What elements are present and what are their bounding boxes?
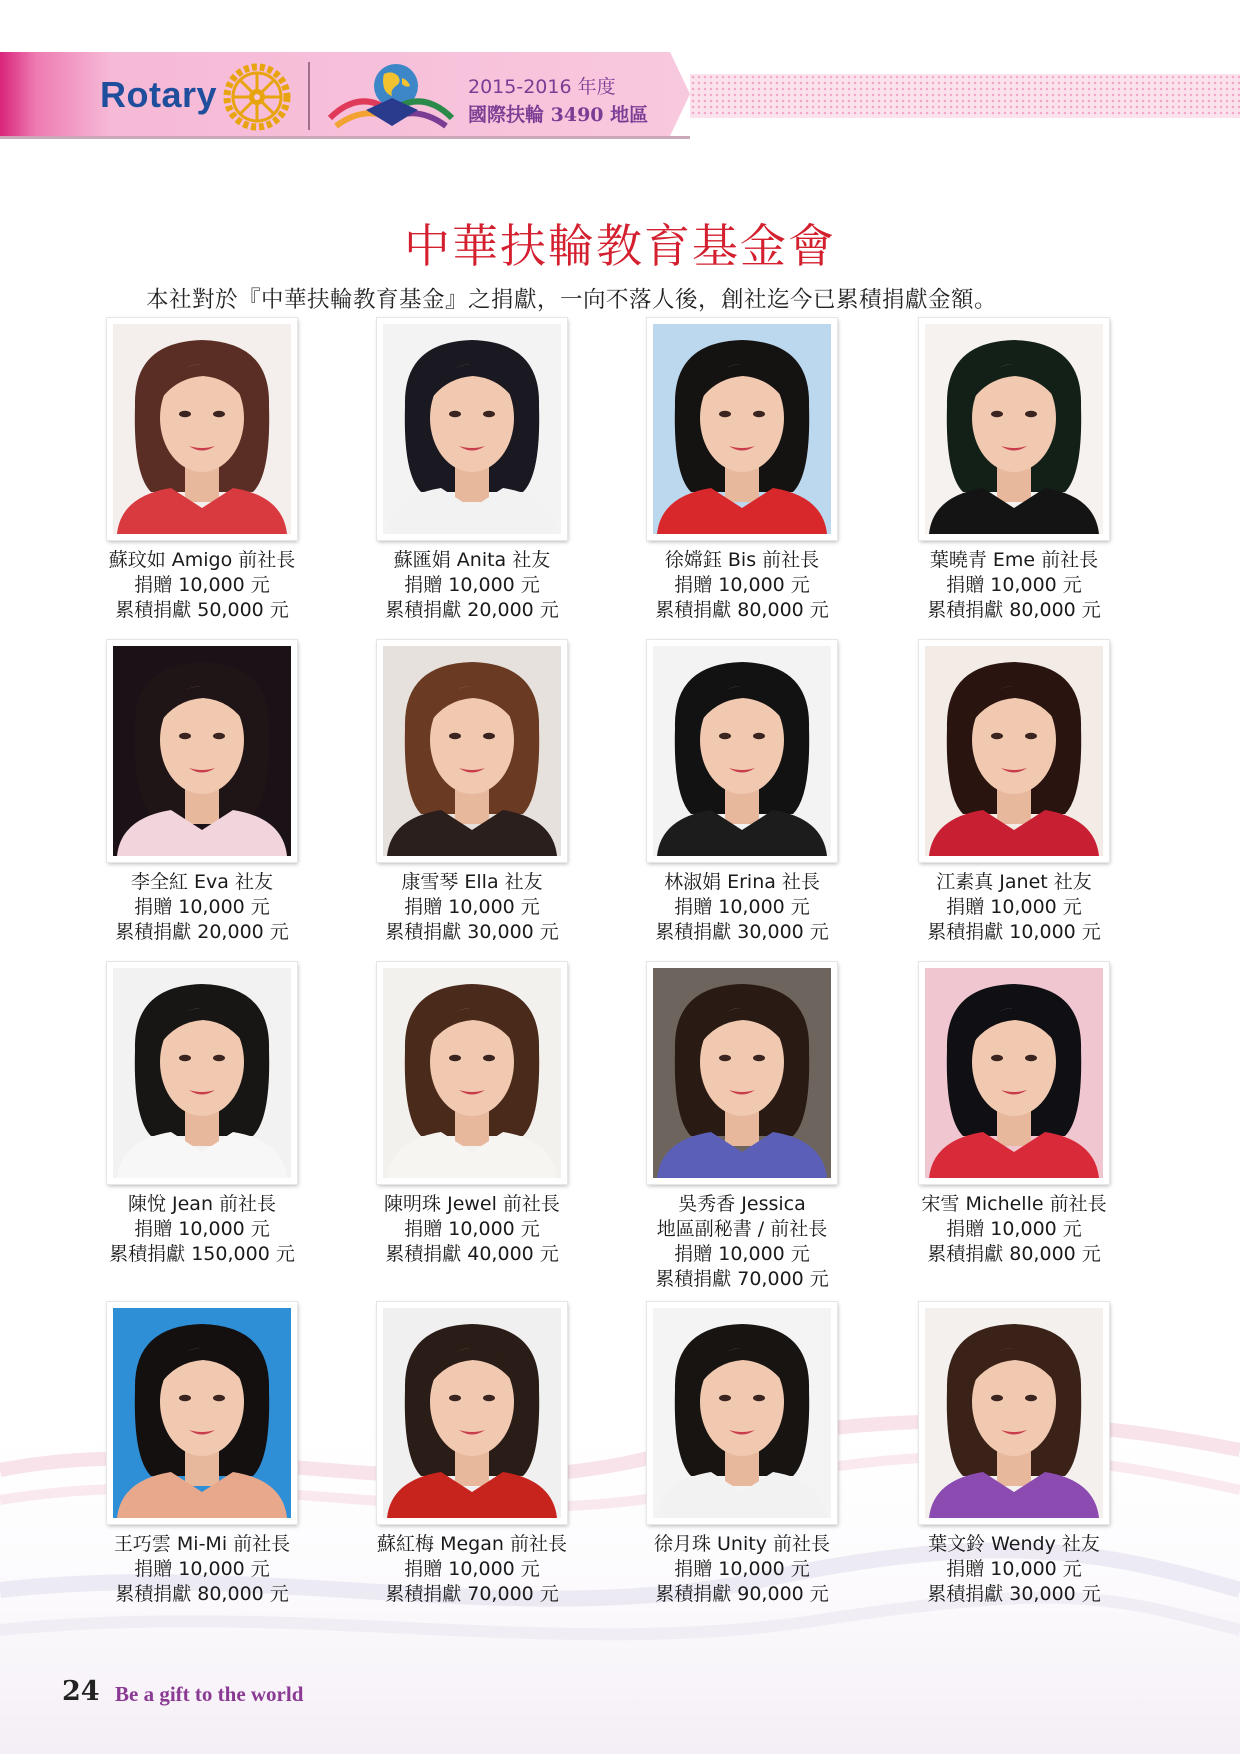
portrait-eye-right	[483, 1055, 495, 1061]
portrait-eye-right	[213, 1395, 225, 1401]
member-photo	[919, 1302, 1109, 1524]
footer-tagline: Be a gift to the world	[115, 1682, 304, 1706]
portrait-eye-right	[1025, 1055, 1037, 1061]
portrait-eye-right	[213, 411, 225, 417]
portrait-eye-left	[991, 733, 1003, 739]
portrait-illustration	[383, 324, 561, 534]
member-donation-line: 累積捐獻 70,000 元	[655, 1268, 829, 1290]
page-number: 24	[62, 1676, 100, 1707]
portrait-eye-left	[449, 411, 461, 417]
portrait-eye-left	[179, 733, 191, 739]
portrait-illustration	[113, 968, 291, 1178]
member-donation-line: 捐贈 10,000 元	[946, 896, 1082, 918]
portrait-eye-left	[991, 1055, 1003, 1061]
portrait-eye-left	[991, 411, 1003, 417]
member-photo	[919, 962, 1109, 1184]
portrait-eye-left	[449, 733, 461, 739]
member-donation-line: 捐贈 10,000 元	[134, 1558, 270, 1580]
portrait-eye-left	[449, 1395, 461, 1401]
portrait-eye-right	[753, 1055, 765, 1061]
member-donation-line: 累積捐獻 30,000 元	[927, 1583, 1101, 1605]
portrait-illustration	[653, 968, 831, 1178]
member-caption	[336, 1192, 608, 1267]
header-underline	[0, 136, 690, 139]
page-header	[0, 52, 1240, 140]
portrait-eye-right	[753, 733, 765, 739]
member-donation-line: 捐贈 10,000 元	[404, 1558, 540, 1580]
member-name: 蘇匯娟 Anita 社友	[393, 549, 551, 571]
portrait-illustration	[653, 324, 831, 534]
member-donation-line: 累積捐獻 80,000 元	[655, 599, 829, 621]
member-name: 徐嫦鈺 Bis 前社長	[664, 549, 820, 571]
member-caption	[878, 1192, 1150, 1267]
portrait-eye-left	[991, 1395, 1003, 1401]
portrait-eye-right	[213, 733, 225, 739]
member-photo	[647, 1302, 837, 1524]
member-caption	[606, 870, 878, 945]
page-title: 中華扶輪教育基金會	[404, 219, 836, 273]
member-name: 蘇紅梅 Megan 前社長	[377, 1533, 567, 1555]
portrait-eye-right	[483, 733, 495, 739]
member-name: 葉曉青 Eme 前社長	[929, 549, 1099, 571]
portrait-eye-right	[483, 1395, 495, 1401]
member-donation-line: 累積捐獻 20,000 元	[115, 921, 289, 943]
member-name: 蘇玟如 Amigo 前社長	[108, 549, 296, 571]
member-photo	[647, 640, 837, 862]
member-caption	[878, 870, 1150, 945]
member-photo	[107, 640, 297, 862]
member-name: 陳明珠 Jewel 前社長	[384, 1193, 560, 1215]
portrait-eye-right	[753, 411, 765, 417]
portrait-illustration	[925, 968, 1103, 1178]
member-photo	[107, 962, 297, 1184]
portrait-eye-left	[719, 1055, 731, 1061]
member-caption	[336, 548, 608, 623]
member-donation-line: 捐贈 10,000 元	[674, 1243, 810, 1265]
portrait-illustration	[113, 1308, 291, 1518]
portrait-eye-right	[753, 1395, 765, 1401]
member-name: 李全紅 Eva 社友	[131, 871, 273, 893]
member-donation-line: 地區副秘書 / 前社長	[656, 1218, 828, 1240]
portrait-eye-right	[1025, 1395, 1037, 1401]
member-caption	[66, 548, 338, 623]
member-donation-line: 捐贈 10,000 元	[134, 1218, 270, 1240]
member-caption	[66, 870, 338, 945]
header-district: 國際扶輪 3490 地區	[468, 104, 649, 126]
portrait-illustration	[653, 1308, 831, 1518]
header-divider	[308, 62, 310, 130]
intro-text: 本社對於『中華扶輪教育基金』之捐獻，一向不落人後，創社迄今已累積捐獻金額。	[146, 287, 998, 313]
portrait-illustration	[113, 324, 291, 534]
member-photo	[107, 318, 297, 540]
member-photo	[647, 962, 837, 1184]
member-donation-line: 累積捐獻 20,000 元	[385, 599, 559, 621]
member-name: 陳悅 Jean 前社長	[127, 1193, 277, 1215]
member-donation-line: 累積捐獻 80,000 元	[927, 1243, 1101, 1265]
member-donation-line: 捐贈 10,000 元	[404, 574, 540, 596]
portrait-illustration	[113, 646, 291, 856]
portrait-eye-left	[179, 1395, 191, 1401]
member-name: 康雪琴 Ella 社友	[401, 871, 543, 893]
member-photo	[377, 640, 567, 862]
member-caption	[606, 548, 878, 623]
member-donation-line: 捐贈 10,000 元	[674, 1558, 810, 1580]
member-photo	[919, 318, 1109, 540]
portrait-illustration	[925, 324, 1103, 534]
member-caption	[606, 1532, 878, 1607]
portrait-eye-right	[1025, 411, 1037, 417]
portrait-eye-left	[719, 733, 731, 739]
portrait-eye-left	[449, 1055, 461, 1061]
member-donation-line: 累積捐獻 30,000 元	[385, 921, 559, 943]
member-caption	[878, 548, 1150, 623]
portrait-eye-left	[719, 1395, 731, 1401]
portrait-eye-left	[719, 411, 731, 417]
member-caption	[606, 1192, 878, 1292]
member-name: 徐月珠 Unity 前社長	[653, 1533, 830, 1555]
portrait-illustration	[653, 646, 831, 856]
portrait-illustration	[383, 1308, 561, 1518]
header-year: 2015-2016 年度	[468, 76, 616, 98]
member-donation-line: 捐贈 10,000 元	[946, 1558, 1082, 1580]
portrait-eye-left	[179, 1055, 191, 1061]
portrait-eye-right	[1025, 733, 1037, 739]
member-name: 林淑娟 Erina 社長	[664, 871, 820, 893]
member-donation-line: 累積捐獻 80,000 元	[115, 1583, 289, 1605]
portrait-illustration	[383, 968, 561, 1178]
member-caption	[66, 1532, 338, 1607]
member-donation-line: 捐贈 10,000 元	[134, 574, 270, 596]
member-caption	[66, 1192, 338, 1267]
portrait-eye-left	[179, 411, 191, 417]
member-donation-line: 捐贈 10,000 元	[404, 1218, 540, 1240]
member-photo	[377, 1302, 567, 1524]
member-donation-line: 捐贈 10,000 元	[946, 574, 1082, 596]
member-donation-line: 累積捐獻 40,000 元	[385, 1243, 559, 1265]
member-photo	[377, 318, 567, 540]
member-donation-line: 捐贈 10,000 元	[404, 896, 540, 918]
member-caption	[878, 1532, 1150, 1607]
member-donation-line: 捐贈 10,000 元	[674, 896, 810, 918]
member-donation-line: 累積捐獻 10,000 元	[927, 921, 1101, 943]
member-photo	[647, 318, 837, 540]
member-donation-line: 累積捐獻 80,000 元	[927, 599, 1101, 621]
member-caption	[336, 1532, 608, 1607]
header-dot-pattern	[690, 74, 1240, 118]
member-photo	[107, 1302, 297, 1524]
portrait-illustration	[383, 646, 561, 856]
theme-globe-logo	[326, 58, 456, 134]
member-donation-line: 累積捐獻 90,000 元	[655, 1583, 829, 1605]
member-donation-line: 累積捐獻 30,000 元	[655, 921, 829, 943]
member-donation-line: 捐贈 10,000 元	[134, 896, 270, 918]
member-name: 宋雪 Michelle 前社長	[921, 1193, 1107, 1215]
member-name: 葉文鈴 Wendy 社友	[928, 1533, 1100, 1555]
portrait-eye-right	[213, 1055, 225, 1061]
member-name: 江素真 Janet 社友	[936, 871, 1092, 893]
member-name: 吳秀香 Jessica	[678, 1193, 806, 1215]
member-donation-line: 累積捐獻 70,000 元	[385, 1583, 559, 1605]
member-photo	[377, 962, 567, 1184]
member-photo	[919, 640, 1109, 862]
member-name: 王巧雲 Mi-Mi 前社長	[113, 1533, 291, 1555]
member-donation-line: 捐贈 10,000 元	[946, 1218, 1082, 1240]
member-donation-line: 累積捐獻 150,000 元	[109, 1243, 295, 1265]
portrait-eye-right	[483, 411, 495, 417]
member-donation-line: 累積捐獻 50,000 元	[115, 599, 289, 621]
rotary-wheel-icon	[222, 62, 292, 132]
member-donation-line: 捐贈 10,000 元	[674, 574, 810, 596]
portrait-illustration	[925, 646, 1103, 856]
rotary-wordmark: Rotary	[100, 74, 218, 115]
portrait-illustration	[925, 1308, 1103, 1518]
member-caption	[336, 870, 608, 945]
